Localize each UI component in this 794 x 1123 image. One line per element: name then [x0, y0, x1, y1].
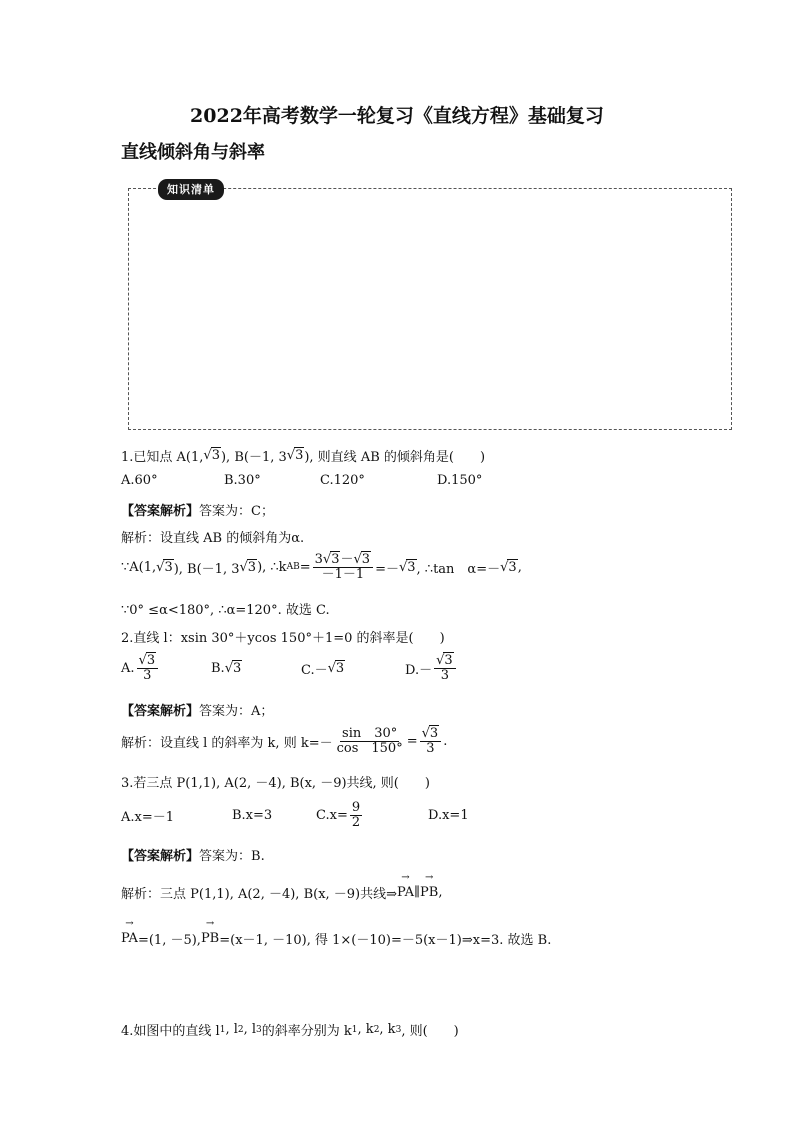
q1-option-b: B.30°: [224, 473, 261, 488]
slope-fraction: $\frac{3√3-√3}{-1-1}$: [313, 553, 373, 581]
q3-stem: 3.若三点 P(1,1), A(2, －4), B(x, －9)共线, 则( ): [121, 776, 430, 791]
section-heading: 直线倾斜角与斜率: [121, 142, 265, 163]
q3-option-a: A.x=－1: [121, 809, 175, 825]
q1-option-c: C.120°: [320, 473, 365, 488]
q2-answer: 【答案解析】 答案为：A；: [121, 704, 274, 719]
q3-option-d: D.x=1: [428, 807, 469, 823]
q1-options: [121, 473, 482, 488]
q3-solution-line2: → PA =(1, －5), → PB =(x－1, －10), 得 1×(－10)=－5(x－1)⇒x=3. 故选 B.: [121, 929, 551, 948]
q3-solution-line1: 解析：三点 P(1,1), A(2, －4), B(x, －9)共线⇒ → PA ∥ → PB ,: [121, 883, 442, 902]
q2-solution: 解析：设直线 l 的斜率为 k, 则 k=－ $\frac{\sin 30^\circ}{\cos 150^\circ}$ = $\frac{√3}{3}$ .: [121, 726, 448, 756]
q4-stem: 4.如图中的直线 l 1 , l 2 , l 3 的斜率分别为 k 1 , k 2 , k 3 , 则( ): [121, 1022, 459, 1039]
vector-pa: → PA: [121, 931, 138, 946]
q2-stem: 2.直线 l：xsin 30°＋ycos 150°＋1=0 的斜率是( ): [121, 631, 445, 646]
q2-options: [121, 654, 458, 682]
q1-option-a: A.60°: [121, 473, 158, 488]
q1-option-d: D.150°: [437, 473, 483, 488]
q1-solution-line2: ∵A(1, √3 ), B(－1, 3 √3 ), ∴k AB = $\frac{3√3-√3}{-1-1}$ =－ √3 , ∴tan α=－ √3 ,: [121, 552, 522, 582]
q1-answer: 【答案解析】 答案为：C；: [121, 504, 274, 519]
vector-pb: → PB: [420, 885, 438, 900]
knowledge-box: [128, 188, 732, 430]
q1-solution-line3: ∵0° ≤α<180°, ∴α=120°. 故选 C.: [121, 603, 330, 618]
q3-options: [121, 801, 469, 829]
q2-option-b: B. √3: [211, 660, 242, 676]
q3-answer: 【答案解析】 答案为：B.: [121, 849, 265, 864]
q2-option-d: D.－ $\frac{√3}{3}$: [405, 654, 458, 682]
q3-option-b: B.x=3: [232, 807, 273, 823]
vector-pb: → PB: [201, 931, 219, 946]
knowledge-badge: 知识清单: [158, 179, 224, 200]
q2-option-c: C.－ √3: [301, 660, 345, 678]
q1-stem: 1.已知点 A(1, √3 ), B(－1, 3 √3 ), 则直线 AB 的倾斜角是( ): [121, 448, 486, 465]
vector-pa: → PA: [397, 885, 414, 900]
document-title: 2022年高考数学一轮复习《直线方程》基础复习: [190, 105, 604, 127]
q2-option-a: A. $\frac{√3}{3}$: [121, 654, 211, 682]
sqrt-symbol: √3: [203, 448, 220, 463]
q1-solution-line1: 解析：设直线 AB 的倾斜角为α.: [121, 531, 305, 546]
q3-option-c: C.x= $\frac{9}{2}$: [316, 800, 361, 830]
sqrt-symbol: √3: [286, 448, 304, 463]
